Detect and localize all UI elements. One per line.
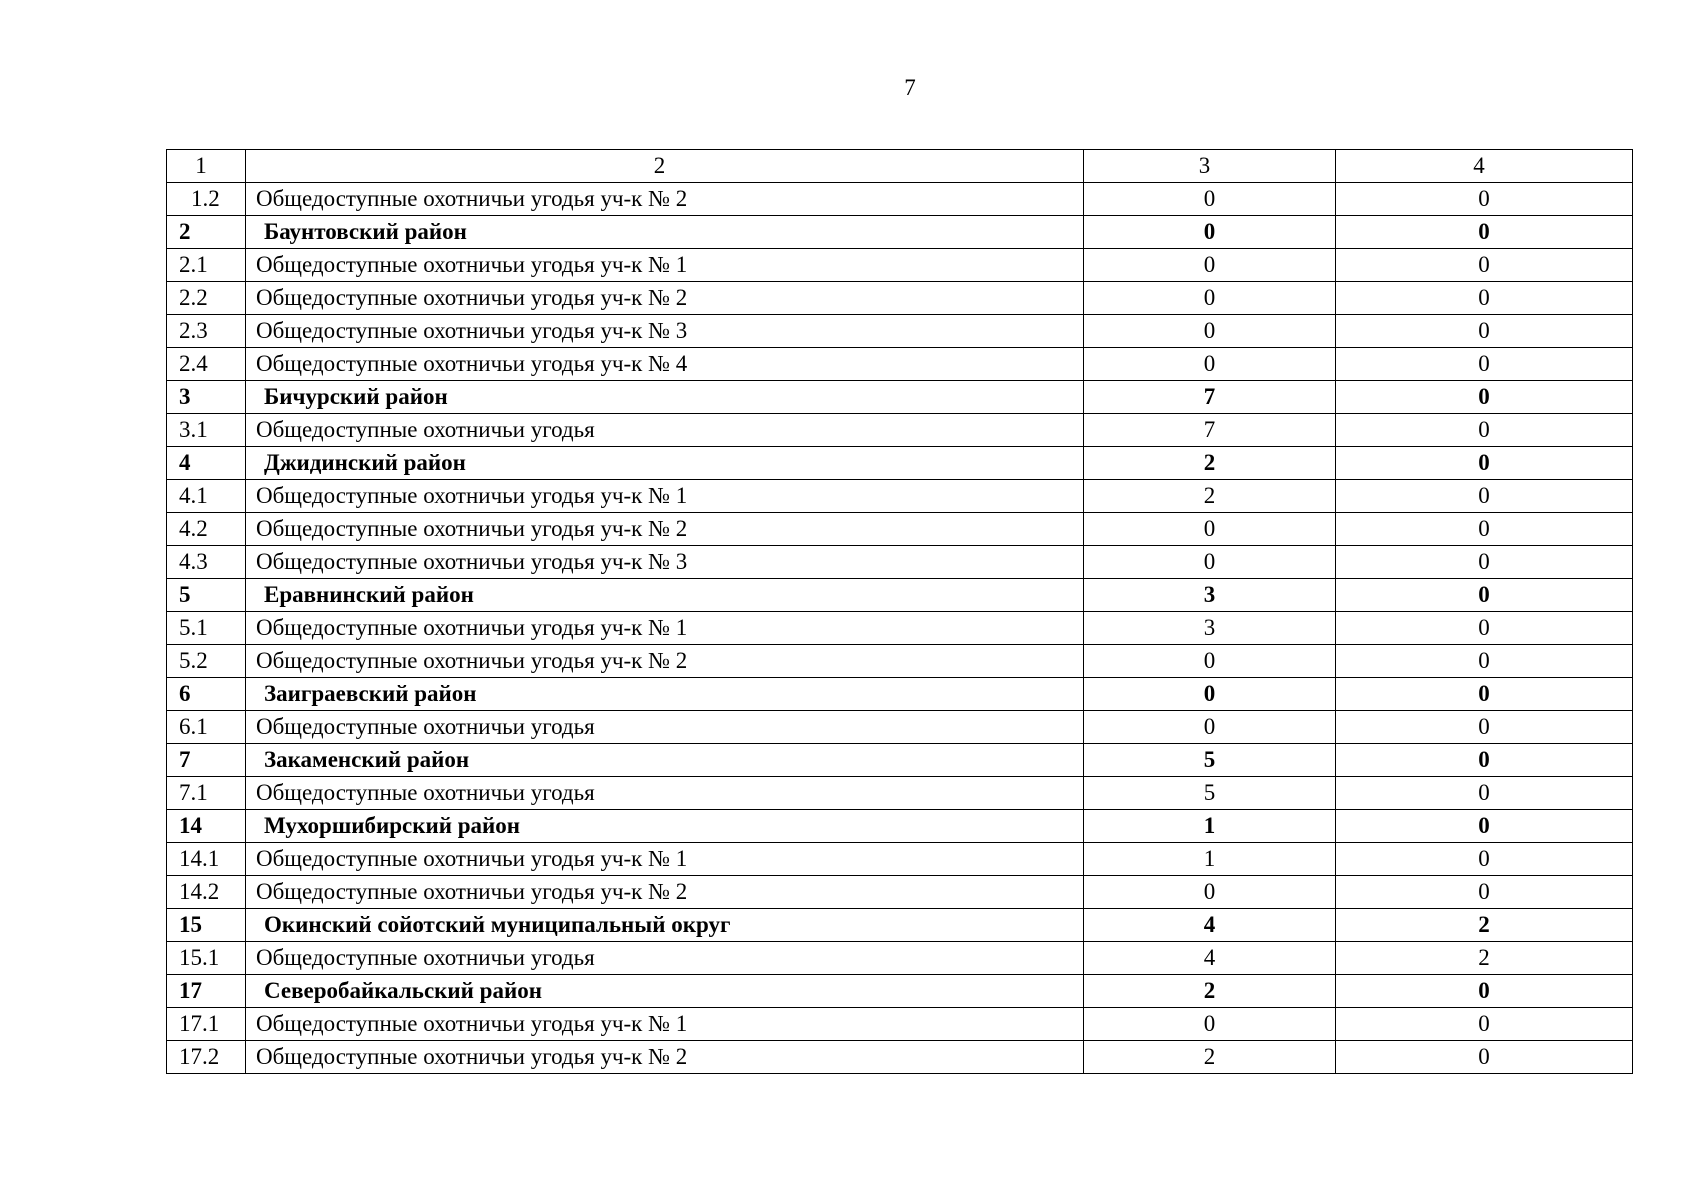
row-value-col3-cell: 0 [1084, 249, 1336, 282]
table-row [167, 348, 1633, 381]
row-name-cell: Общедоступные охотничьи угодья уч-к № 2 [246, 183, 1084, 216]
row-name-cell: Общедоступные охотничьи угодья уч-к № 2 [246, 513, 1084, 546]
row-number-cell: 5.2 [167, 645, 246, 678]
row-number-cell: 7.1 [167, 777, 246, 810]
row-value-col4-cell: 0 [1336, 513, 1633, 546]
row-value-col4-cell: 0 [1336, 414, 1633, 447]
row-value-col4-cell: 0 [1336, 744, 1633, 777]
table-group-row [167, 678, 1633, 711]
header-cell-2: 2 [246, 150, 1084, 183]
row-name-cell: Закаменский район [246, 744, 1084, 777]
row-name-cell: Баунтовский район [246, 216, 1084, 249]
row-number-cell: 2.3 [167, 315, 246, 348]
table-row [167, 546, 1633, 579]
row-name-cell: Общедоступные охотничьи угодья уч-к № 4 [246, 348, 1084, 381]
row-value-col4-cell: 0 [1336, 282, 1633, 315]
table-row [167, 282, 1633, 315]
row-name-cell: Общедоступные охотничьи угодья [246, 711, 1084, 744]
row-value-col4-cell: 0 [1336, 876, 1633, 909]
row-number-cell: 17.1 [167, 1008, 246, 1041]
row-number-cell: 15 [167, 909, 246, 942]
row-name-cell: Общедоступные охотничьи угодья уч-к № 3 [246, 546, 1084, 579]
row-value-col4-cell: 0 [1336, 381, 1633, 414]
row-number-cell: 2 [167, 216, 246, 249]
row-value-col3-cell: 2 [1084, 1041, 1336, 1074]
row-number-cell: 14 [167, 810, 246, 843]
row-number-cell: 4 [167, 447, 246, 480]
table-row [167, 315, 1633, 348]
row-name-cell: Общедоступные охотничьи угодья [246, 414, 1084, 447]
row-value-col3-cell: 1 [1084, 810, 1336, 843]
row-value-col4-cell: 0 [1336, 843, 1633, 876]
row-value-col3-cell: 4 [1084, 942, 1336, 975]
table-row [167, 414, 1633, 447]
row-name-cell: Общедоступные охотничьи угодья уч-к № 1 [246, 843, 1084, 876]
row-value-col3-cell: 0 [1084, 546, 1336, 579]
row-value-col4-cell: 0 [1336, 480, 1633, 513]
row-number-cell: 4.3 [167, 546, 246, 579]
table-row [167, 183, 1633, 216]
row-name-cell: Общедоступные охотничьи угодья уч-к № 1 [246, 1008, 1084, 1041]
row-value-col4-cell: 0 [1336, 348, 1633, 381]
table-row [167, 777, 1633, 810]
row-value-col3-cell: 7 [1084, 414, 1336, 447]
table-group-row [167, 975, 1633, 1008]
row-value-col3-cell: 7 [1084, 381, 1336, 414]
row-name-cell: Общедоступные охотничьи угодья уч-к № 2 [246, 876, 1084, 909]
row-value-col3-cell: 0 [1084, 711, 1336, 744]
row-value-col4-cell: 0 [1336, 447, 1633, 480]
row-name-cell: Общедоступные охотничьи угодья уч-к № 1 [246, 249, 1084, 282]
row-value-col4-cell: 0 [1336, 645, 1633, 678]
header-cell-4: 4 [1336, 150, 1633, 183]
header-cell-3: 3 [1084, 150, 1336, 183]
row-value-col4-cell: 0 [1336, 1041, 1633, 1074]
table-row [167, 843, 1633, 876]
row-number-cell: 5.1 [167, 612, 246, 645]
row-number-cell: 3 [167, 381, 246, 414]
row-value-col3-cell: 2 [1084, 975, 1336, 1008]
row-name-cell: Общедоступные охотничьи угодья уч-к № 1 [246, 612, 1084, 645]
row-value-col4-cell: 0 [1336, 183, 1633, 216]
row-number-cell: 17 [167, 975, 246, 1008]
row-number-cell: 14.2 [167, 876, 246, 909]
row-value-col4-cell: 0 [1336, 579, 1633, 612]
table-row [167, 711, 1633, 744]
row-value-col3-cell: 0 [1084, 645, 1336, 678]
row-value-col3-cell: 0 [1084, 315, 1336, 348]
table-body [167, 150, 1633, 1074]
row-name-cell: Заиграевский район [246, 678, 1084, 711]
row-value-col3-cell: 3 [1084, 612, 1336, 645]
row-value-col3-cell: 0 [1084, 1008, 1336, 1041]
table-row [167, 942, 1633, 975]
row-number-cell: 2.2 [167, 282, 246, 315]
row-name-cell: Общедоступные охотничьи угодья уч-к № 3 [246, 315, 1084, 348]
row-number-cell: 2.1 [167, 249, 246, 282]
row-value-col3-cell: 2 [1084, 480, 1336, 513]
row-name-cell: Общедоступные охотничьи угодья [246, 942, 1084, 975]
row-value-col4-cell: 0 [1336, 1008, 1633, 1041]
table-header-row [167, 150, 1633, 183]
row-number-cell: 6 [167, 678, 246, 711]
row-name-cell: Северобайкальский район [246, 975, 1084, 1008]
table-group-row [167, 216, 1633, 249]
table-row [167, 513, 1633, 546]
row-name-cell: Общедоступные охотничьи угодья уч-к № 2 [246, 645, 1084, 678]
row-value-col3-cell: 0 [1084, 282, 1336, 315]
row-value-col4-cell: 0 [1336, 249, 1633, 282]
row-number-cell: 15.1 [167, 942, 246, 975]
row-name-cell: Еравнинский район [246, 579, 1084, 612]
table-row [167, 612, 1633, 645]
row-value-col4-cell: 0 [1336, 612, 1633, 645]
table-row [167, 645, 1633, 678]
row-value-col4-cell: 0 [1336, 546, 1633, 579]
table-group-row [167, 447, 1633, 480]
table-row [167, 1041, 1633, 1074]
row-value-col3-cell: 0 [1084, 678, 1336, 711]
row-number-cell: 4.2 [167, 513, 246, 546]
row-value-col3-cell: 5 [1084, 744, 1336, 777]
row-number-cell: 1.2 [167, 183, 246, 216]
row-name-cell: Общедоступные охотничьи угодья уч-к № 1 [246, 480, 1084, 513]
table-group-row [167, 579, 1633, 612]
row-number-cell: 17.2 [167, 1041, 246, 1074]
row-value-col4-cell: 0 [1336, 315, 1633, 348]
row-number-cell: 14.1 [167, 843, 246, 876]
row-number-cell: 5 [167, 579, 246, 612]
row-value-col3-cell: 2 [1084, 447, 1336, 480]
row-value-col3-cell: 0 [1084, 183, 1336, 216]
row-value-col4-cell: 0 [1336, 216, 1633, 249]
row-number-cell: 7 [167, 744, 246, 777]
row-value-col3-cell: 0 [1084, 513, 1336, 546]
row-value-col4-cell: 0 [1336, 777, 1633, 810]
table-group-row [167, 909, 1633, 942]
row-value-col4-cell: 0 [1336, 711, 1633, 744]
row-name-cell: Джидинский район [246, 447, 1084, 480]
row-value-col3-cell: 5 [1084, 777, 1336, 810]
row-number-cell: 3.1 [167, 414, 246, 447]
row-value-col3-cell: 0 [1084, 348, 1336, 381]
row-name-cell: Общедоступные охотничьи угодья уч-к № 2 [246, 1041, 1084, 1074]
row-value-col3-cell: 0 [1084, 216, 1336, 249]
row-value-col4-cell: 0 [1336, 810, 1633, 843]
row-value-col3-cell: 0 [1084, 876, 1336, 909]
table-row [167, 876, 1633, 909]
table-row [167, 1008, 1633, 1041]
table-row [167, 249, 1633, 282]
header-cell-1: 1 [167, 150, 246, 183]
row-value-col4-cell: 2 [1336, 942, 1633, 975]
row-value-col4-cell: 0 [1336, 975, 1633, 1008]
row-name-cell: Мухоршибирский район [246, 810, 1084, 843]
row-number-cell: 6.1 [167, 711, 246, 744]
row-name-cell: Окинский сойотский муниципальный округ [246, 909, 1084, 942]
row-value-col3-cell: 1 [1084, 843, 1336, 876]
row-value-col3-cell: 3 [1084, 579, 1336, 612]
row-name-cell: Общедоступные охотничьи угодья уч-к № 2 [246, 282, 1084, 315]
table-group-row [167, 810, 1633, 843]
row-number-cell: 2.4 [167, 348, 246, 381]
page-number: 7 [904, 75, 916, 100]
data-table [166, 149, 1633, 1074]
table-group-row [167, 381, 1633, 414]
row-name-cell: Бичурский район [246, 381, 1084, 414]
row-number-cell: 4.1 [167, 480, 246, 513]
row-value-col4-cell: 2 [1336, 909, 1633, 942]
row-value-col4-cell: 0 [1336, 678, 1633, 711]
table-group-row [167, 744, 1633, 777]
table-row [167, 480, 1633, 513]
row-value-col3-cell: 4 [1084, 909, 1336, 942]
row-name-cell: Общедоступные охотничьи угодья [246, 777, 1084, 810]
